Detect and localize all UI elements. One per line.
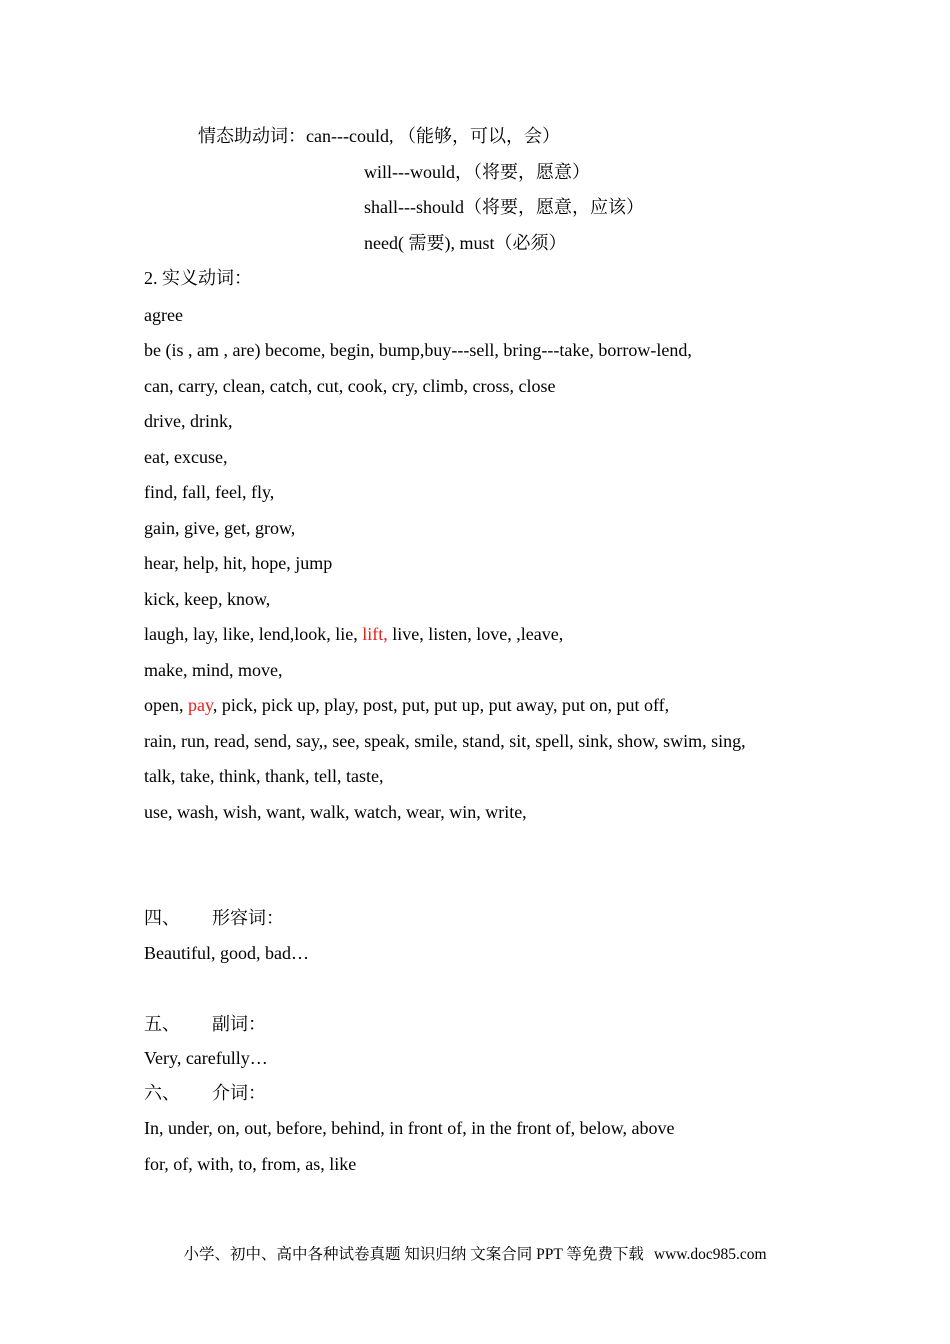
modal-verb-item: can---could, （能够，可以，会） (306, 126, 560, 146)
section-number: 四、 (144, 908, 180, 928)
preposition-list-row: for, of, with, to, from, as, like (144, 1154, 357, 1174)
verb-list-row: kick, keep, know, (144, 589, 271, 609)
preposition-list-row: In, under, on, out, before, behind, in front of, in the front of, below, above (144, 1118, 675, 1138)
footer-text: 小学、初中、高中各种试卷真题 知识归纳 文案合同 PPT 等免费下载 (183, 1246, 644, 1263)
section-heading-verbs: 2. 实义动词： (144, 268, 252, 288)
verb-list-row: drive, drink, (144, 411, 233, 431)
verb-list-row: eat, excuse, (144, 447, 228, 467)
section-title: 介词： (212, 1083, 266, 1103)
verb-list-row: talk, take, think, thank, tell, taste, (144, 766, 384, 786)
modal-verb-item: will---would，（将要，愿意） (364, 162, 590, 182)
verb-list-row (144, 623, 563, 645)
modal-verb-item: need( 需要), must（必须） (364, 233, 567, 253)
verb-list-row: agree (144, 305, 183, 325)
highlighted-verb: pay (188, 695, 213, 715)
page-footer (0, 1245, 950, 1265)
verb-list-row: use, wash, wish, want, walk, watch, wear, win, write, (144, 802, 527, 822)
modal-verb-label: 情态助动词： (198, 126, 306, 146)
footer-url[interactable]: www.doc985.com (653, 1246, 767, 1263)
verb-list-row: rain, run, read, send, say,, see, speak, smile, stand, sit, spell, sink, show, swim, sing, (144, 731, 746, 751)
verb-text: laugh, lay, like, lend,look, lie, (144, 624, 363, 644)
section-number: 五、 (144, 1014, 180, 1034)
verb-list-row: make, mind, move, (144, 660, 283, 680)
section-heading-adjectives (144, 907, 284, 929)
modal-verb-line (198, 125, 560, 147)
section-title: 副词： (212, 1014, 266, 1034)
verb-text: , pick, pick up, play, post, put, put up, put away, put on, put off, (212, 695, 670, 715)
highlighted-verb: lift, (362, 624, 388, 644)
verb-list-row: gain, give, get, grow, (144, 518, 296, 538)
section-title: 形容词： (212, 908, 284, 928)
verb-list-row: hear, help, hit, hope, jump (144, 553, 333, 573)
section-number: 六、 (144, 1083, 180, 1103)
adjective-examples: Beautiful, good, bad… (144, 943, 309, 963)
section-heading-prepositions (144, 1082, 266, 1104)
verb-text: live, listen, love, ,leave, (387, 624, 564, 644)
adverb-examples: Very, carefully… (144, 1048, 268, 1068)
section-heading-adverbs (144, 1013, 266, 1035)
verb-list-row: can, carry, clean, catch, cut, cook, cry, climb, cross, close (144, 376, 556, 396)
verb-list-row (144, 694, 669, 716)
verb-list-row: be (is , am , are) become, begin, bump,buy---sell, bring---take, borrow-lend, (144, 340, 692, 360)
verb-text: open, (144, 695, 188, 715)
verb-list-row: find, fall, feel, fly, (144, 482, 275, 502)
modal-verb-item: shall---should（将要，愿意，应该） (364, 197, 644, 217)
